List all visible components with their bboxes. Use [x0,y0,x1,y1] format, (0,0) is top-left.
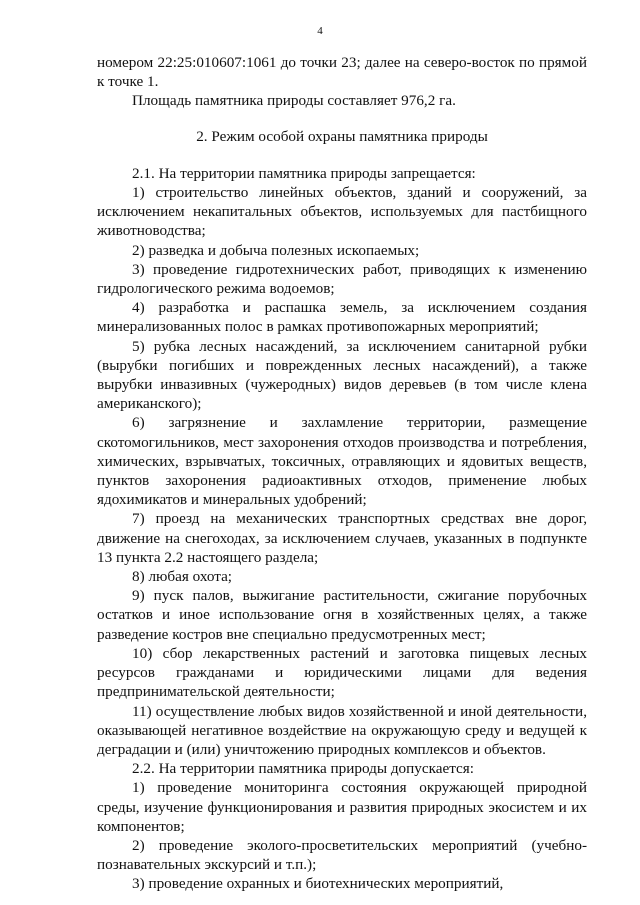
list-item: 1) строительство линейных объектов, зданий и сооружений, за исключением некапитальных объектов, используемых для пастбищного животноводства; [97,184,587,240]
list-item: 2) разведка и добыча полезных ископаемых; [132,241,420,259]
list-item: 8) любая охота; [132,568,233,586]
page-number: 4 [317,25,323,37]
list-item: 3) проведение охранных и биотехнических мероприятий, [132,875,504,893]
prohibited-list [97,164,587,759]
area-paragraph: Площадь памятника природы составляет 976,2 га. [132,92,456,110]
list-item: 6) загрязнение и захламление территории, размещение скотомогильников, мест захоронения отходов производства и потребления, химических, взрывчатых, токсичных, отравляющих и ядовитых веществ, пунктов захоронения радиоактивных отходов, применение любых ядохимикатов и минеральных удобрений; [97,414,587,509]
continued-paragraph: номером 22:25:010607:1061 до точки 23; далее на северо-восток по прямой к точке 1. [97,54,587,91]
list-item: 3) проведение гидротехнических работ, приводящих к изменению гидрологического режима водоемов; [97,260,587,298]
list-item: 5) рубка лесных насаждений, за исключением санитарной рубки (вырубки погибших и поврежденных лесных насаждений), а также вырубки инвазивных (чужеродных) видов деревьев (в том числе клена американского); [97,337,587,413]
list-item: 10) сбор лекарственных растений и заготовка пищевых лесных ресурсов гражданами и юридическими лицами для ведения предпринимательской деятельности; [97,644,587,701]
list-item: 2) проведение эколого-просветительских мероприятий (учебно-познавательных экскурсий и т.п.); [97,836,587,874]
document-body [97,53,587,894]
subsection-title: 2.1. На территории памятника природы запрещается: [132,164,476,182]
list-item: 11) осуществление любых видов хозяйственной и иной деятельности, оказывающей негативное воздействие на окружающую среду и ведущей к деградации и (или) уничтожению природных комплексов и объектов. [97,702,587,758]
permitted-list [97,759,587,893]
subsection-title: 2.2. На территории памятника природы допускается: [132,760,475,778]
list-item: 4) разработка и распашка земель, за исключением создания минерализованных полос в рамках противопожарных мероприятий; [97,299,587,336]
list-item: 1) проведение мониторинга состояния окружающей природной среды, изучение функционирования и развития природных экосистем и их компонентов; [97,779,587,835]
section-heading: 2. Режим особой охраны памятника природы [196,127,488,145]
list-item: 9) пуск палов, выжигание растительности, сжигание порубочных остатков и иное использование огня в хозяйственных целях, а также разведение костров вне специально предусмотренных мест; [97,587,587,643]
list-item: 7) проезд на механических транспортных средствах вне дорог, движение на снегоходах, за исключением случаев, указанных в подпункте 13 пункта 2.2 настоящего раздела; [97,510,587,566]
